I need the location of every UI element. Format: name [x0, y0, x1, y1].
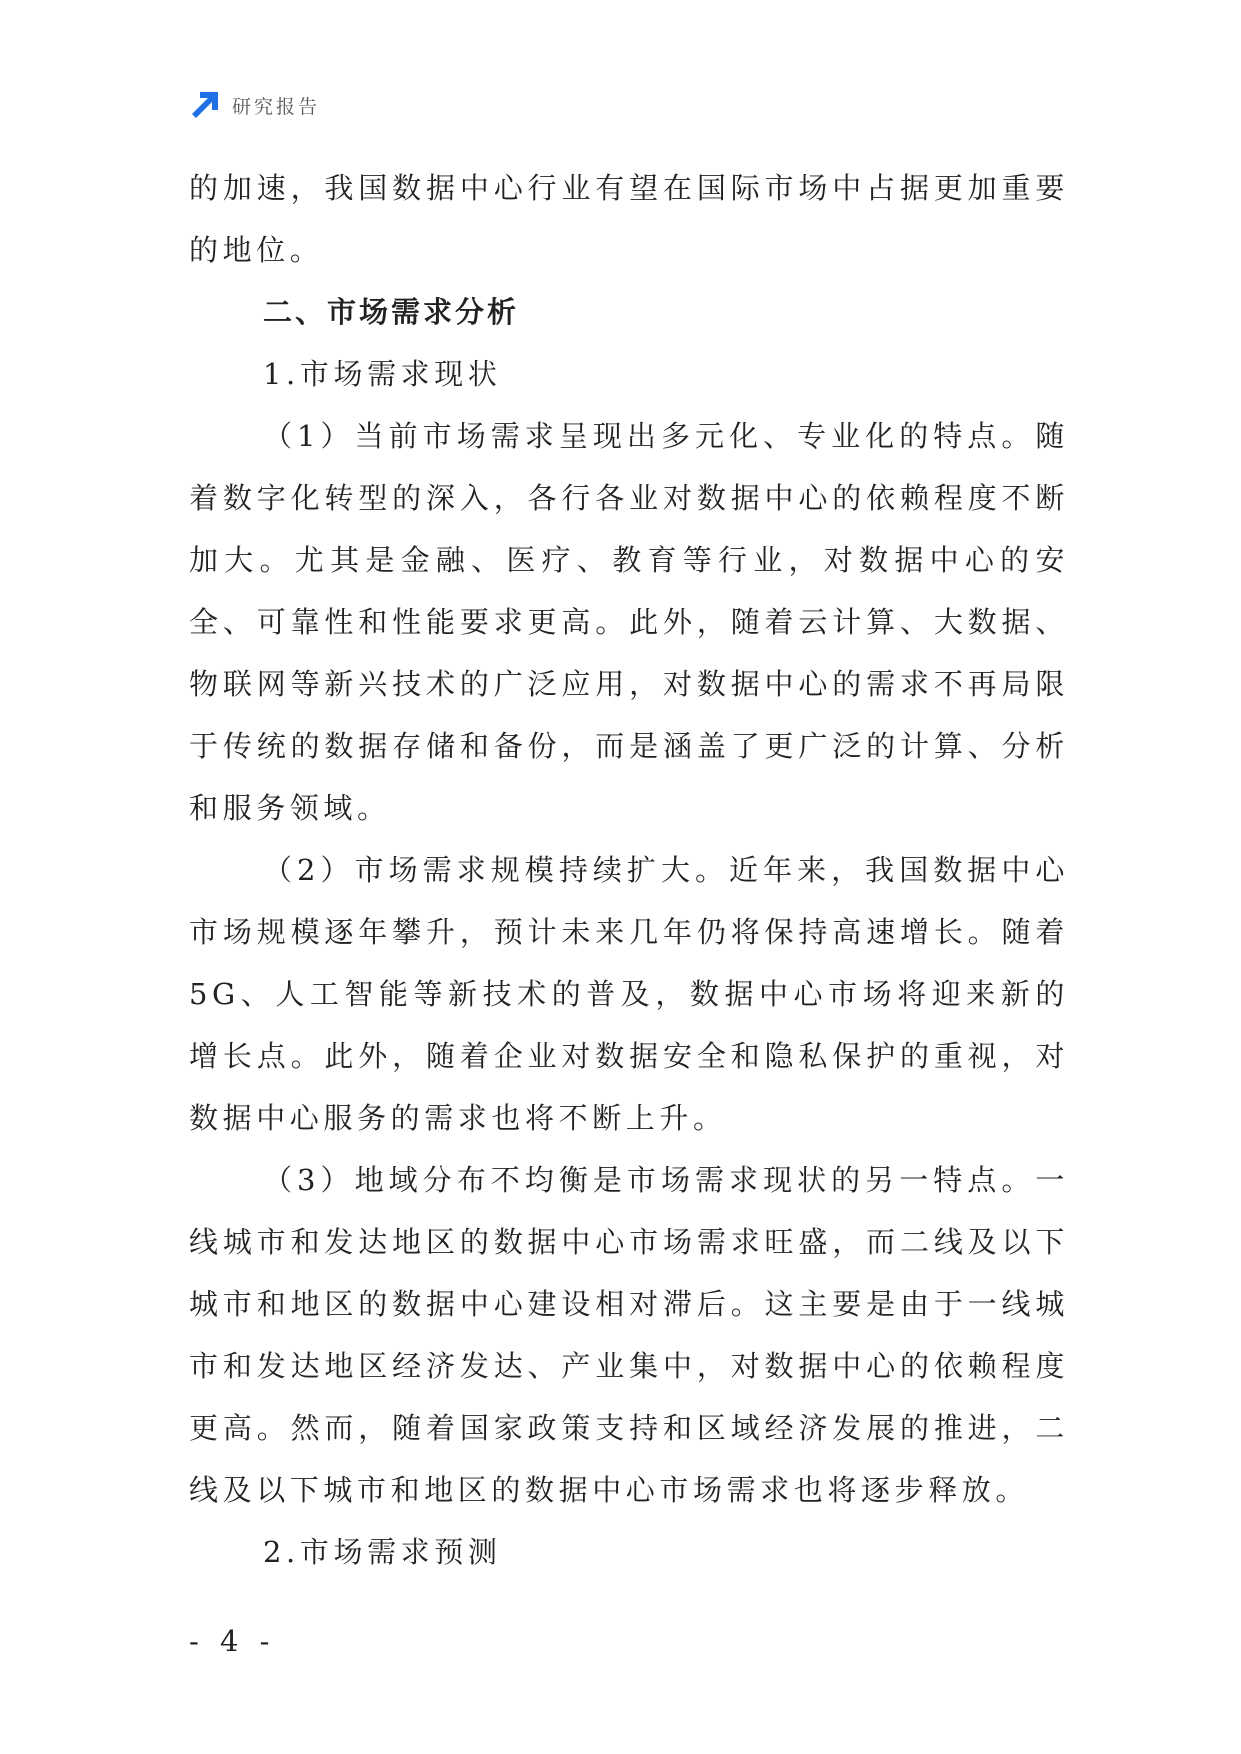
report-header: [188, 88, 320, 122]
paragraph-2: （2）市场需求规模持续扩大。近年来，我国数据中心市场规模逐年攀升，预计未来几年仍将保持高速增长。随着5G、人工智能等新技术的普及，数据中心市场将迎来新的增长点。此外，随着企业对数据安全和隐私保护的重视，对数据中心服务的需求也将不断上升。: [189, 853, 1069, 1135]
section-heading: 二、市场需求分析: [263, 295, 520, 329]
page-number: - 4 -: [189, 1624, 276, 1658]
paragraph-1: （1）当前市场需求呈现出多元化、专业化的特点。随着数字化转型的深入，各行各业对数据中心的依赖程度不断加大。尤其是金融、医疗、教育等行业，对数据中心的安全、可靠性和性能要求更高。此外，随着云计算、大数据、物联网等新兴技术的广泛应用，对数据中心的需求不再局限于传统的数据存储和备份，而是涵盖了更广泛的计算、分析和服务领域。: [189, 419, 1069, 825]
continuation-paragraph: 的加速，我国数据中心行业有望在国际市场中占据更加重要的地位。: [189, 171, 1069, 267]
document-body: [189, 157, 1069, 1583]
sub-heading-current-demand: 1.市场需求现状: [263, 357, 502, 391]
sub-heading-demand-forecast: 2.市场需求预测: [263, 1535, 502, 1569]
header-title: 研究报告: [232, 95, 321, 118]
arrow-up-right-icon: [188, 88, 222, 122]
paragraph-3: （3）地域分布不均衡是市场需求现状的另一特点。一线城市和发达地区的数据中心市场需求旺盛，而二线及以下城市和地区的数据中心建设相对滞后。这主要是由于一线城市和发达地区经济发达、产业集中，对数据中心的依赖程度更高。然而，随着国家政策支持和区域经济发展的推进，二线及以下城市和地区的数据中心市场需求也将逐步释放。: [189, 1163, 1069, 1507]
